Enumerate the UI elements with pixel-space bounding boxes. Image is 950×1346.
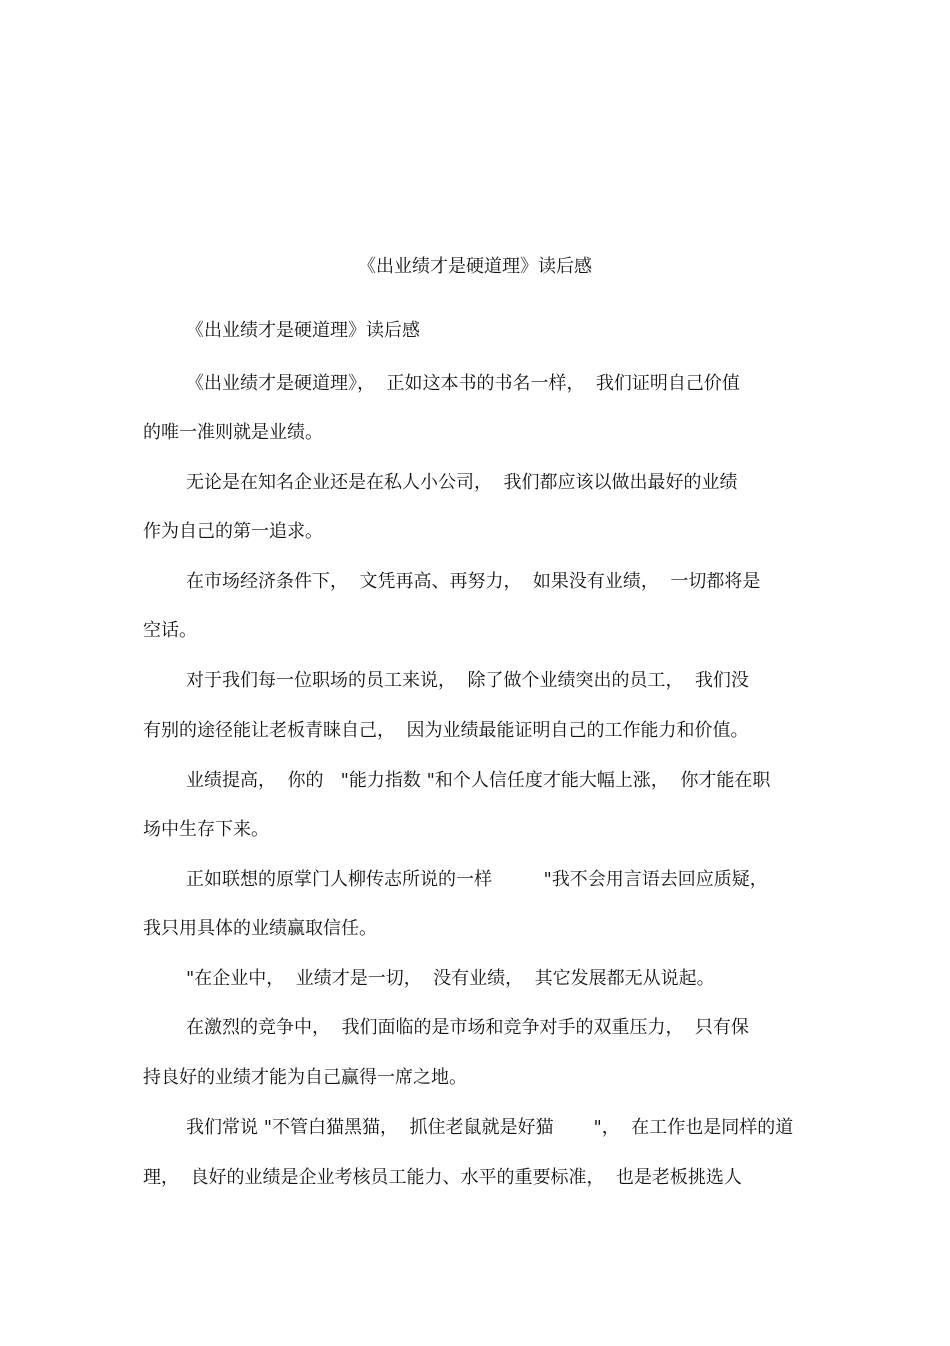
body-line: 持良好的业绩才能为自己赢得一席之地。 bbox=[143, 1067, 467, 1088]
body-line: 正如联想的原掌门人柳传志所说的一样 "我不会用言语去回应质疑， bbox=[186, 869, 768, 890]
body-line: 空话。 bbox=[143, 620, 197, 641]
body-line: 有别的途径能让老板青睐自己， 因为业绩最能证明自己的工作能力和价值。 bbox=[143, 720, 749, 741]
body-line: 在市场经济条件下， 文凭再高、再努力， 如果没有业绩， 一切都将是 bbox=[186, 571, 761, 592]
body-line: 对于我们每一位职场的员工来说， 除了做个业绩突出的员工， 我们没 bbox=[186, 670, 749, 691]
body-line: 的唯一准则就是业绩。 bbox=[143, 422, 323, 443]
body-line: 场中生存下来。 bbox=[143, 819, 269, 840]
body-line: 业绩提高， 你的 "能力指数 "和个人信任度才能大幅上涨， 你才能在职 bbox=[186, 770, 771, 791]
body-line: 无论是在知名企业还是在私人小公司， 我们都应该以做出最好的业绩 bbox=[186, 472, 738, 493]
body-line: 作为自己的第一追求。 bbox=[143, 521, 323, 542]
body-line: 我只用具体的业绩赢取信任。 bbox=[143, 918, 377, 939]
body-line: "在企业中， 业绩才是一切， 没有业绩， 其它发展都无从说起。 bbox=[186, 968, 715, 989]
body-line: 《出业绩才是硬道理》读后感 bbox=[186, 320, 420, 341]
body-line: 我们常说 "不管白猫黑猫， 抓住老鼠就是好猫 "， 在工作也是同样的道 bbox=[186, 1117, 794, 1138]
body-line: 在激烈的竞争中， 我们面临的是市场和竞争对手的双重压力， 只有保 bbox=[186, 1017, 749, 1038]
body-line: 《出业绩才是硬道理》， 正如这本书的书名一样， 我们证明自己价值 bbox=[186, 373, 740, 394]
document-title: 《出业绩才是硬道理》读后感 bbox=[358, 256, 592, 277]
body-line: 理， 良好的业绩是企业考核员工能力、水平的重要标准， 也是老板挑选人 bbox=[143, 1167, 742, 1188]
